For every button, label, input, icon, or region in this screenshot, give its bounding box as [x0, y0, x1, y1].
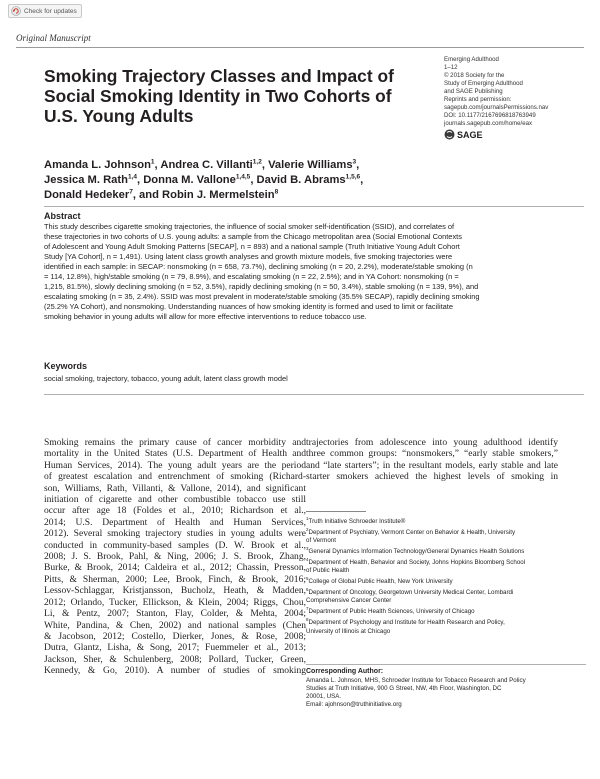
keywords-rule [44, 394, 584, 395]
aff-text: of Vermont [306, 537, 336, 545]
aff-text: Department of Psychiatry, Vermont Center on Behavior & Health, University [308, 529, 516, 537]
abstract-line: of Adolescent and Young Adult Smoking Patterns [SECAP], n = 893) and a national sample (Truth Initiative Young Adult Cohort [44, 241, 460, 251]
author-name: Amanda L. Johnson [44, 159, 151, 171]
meta-line: 1–12 [444, 64, 458, 71]
author-aff: 3 [352, 158, 357, 166]
meta-line: Emerging Adulthood [444, 56, 499, 63]
body-line: trajectories from adolescence into young adulthood identify [306, 437, 558, 448]
footnote-rule [306, 511, 366, 512]
meta-line: Reprints and permission: [444, 96, 512, 103]
author-aff: 7 [129, 188, 133, 196]
meta-line: © 2018 Society for the [444, 72, 505, 79]
sage-logo-icon [444, 129, 455, 140]
body-line: mortality in the United States (U.S. Department of Health and [44, 448, 306, 460]
body-line: Human Services, 2014). The young adult years are the period [44, 459, 306, 471]
author-name: Andrea C. Villanti [160, 159, 253, 171]
author-aff: 1 [150, 158, 155, 166]
abstract-line: smoking behavior in young adults will allow for more effective interventions to reduce tobacco use. [44, 311, 367, 321]
author-name: Donna M. Vallone [143, 174, 236, 186]
aff-num: 2 [306, 527, 309, 533]
author-aff: 1,4,5 [235, 173, 251, 181]
abstract-line: = 114, 12.8%), high/stable smoking (n = 79, 8.9%), and escalating smoking (n = 22, 2.5%); and in YA Cohort: nonsmoking (n = [44, 271, 459, 281]
author-aff: 8 [274, 188, 279, 196]
publisher-name: SAGE [457, 129, 483, 140]
body-line: initiation of cigarette and other combustible tobacco use still [44, 494, 306, 506]
author-list: Amanda L. Johnson$^1$, Andrea C. Villanti$^{1,2}$, Valerie Williams$^3$, Jessica M. Rath$^{1,4}$, Donna M. Vallone$^{1,4,5}$, David B. Abrams$^{1,5,6}$, Donald Hedeker$^7$, and Robin J. Mermelstein$^8$ [44, 158, 364, 201]
abstract-line: (25.2% YA Cohort), and nonsmoking. Understanding nuances of how smoking identity is formed and used to limit or facilitate [44, 301, 454, 311]
author-name: Valerie Williams [268, 159, 353, 171]
abstract-line: This study describes cigarette smoking trajectories, the influence of social smoker self-identification (SSID), and correlates of [44, 222, 455, 231]
section-label: Original Manuscript [16, 33, 91, 43]
abstract-line: Study [YA Cohort], n = 1,491). Using latent class growth analyses and growth mixture models, five smoking trajectories were [44, 251, 453, 261]
body-line: three common groups: “nonsmokers,” “early stable smokers,” [306, 448, 558, 460]
aff-num: 8 [306, 617, 309, 623]
keywords-text: social smoking, trajectory, tobacco, young adult, latent class growth model [44, 374, 288, 383]
aff-num: 6 [306, 587, 309, 593]
author-name: David B. Abrams [256, 174, 346, 186]
aff-num: 1 [306, 516, 309, 521]
author-name: Donald Hedeker [44, 189, 130, 201]
email-link[interactable]: Email: ajohnson@truthinitiative.org [306, 701, 402, 708]
body-line: 2008; J. S. Brook, Pahl, & Ning, 2006; J. S. Brook, Zhang, [44, 551, 306, 563]
body-line: 2014; U.S. Department of Health and Human Services, [44, 516, 306, 528]
abstract-line: these trajectories in two cohorts of U.S. young adults: a sample from the Chicago metropolitan area (Social Emotional Contexts [44, 231, 462, 241]
keywords-heading: Keywords [44, 361, 88, 371]
body-line: 2012; Orlando, Tucker, Ellickson, & Klein, 2004; Riggs, Chou, [44, 596, 306, 608]
aff-num: 7 [306, 606, 309, 612]
author-name: Robin J. Mermelstein [162, 189, 275, 201]
badge-label: Check for updates [24, 7, 77, 15]
aff-text: Comprehensive Cancer Center [306, 597, 392, 605]
author-aff: 1,5,6 [345, 173, 361, 181]
body-line: starter smokers achieved the highest levels of smoking in [306, 471, 558, 483]
aff-text: Department of Oncology, Georgetown University Medical Center, Lombardi [308, 589, 514, 597]
corresponding-heading: Corresponding Author: [306, 668, 384, 675]
body-line: 2012). Several smoking trajectory studies in young adults were [44, 528, 306, 540]
permissions-link[interactable]: sagepub.com/journalsPermissions.nav [444, 104, 549, 111]
aff-text: Department of Health, Behavior and Society, Johns Hopkins Bloomberg School [308, 559, 526, 567]
abstract-line: 1,215, 81.5%), slowly declining smoking (n = 52, 3.5%), rapidly declining smoking (n = 50, 3.4%), stable smoking (n = 139, 9%), and [44, 281, 479, 291]
body-line: Dutra, Glantz, Lisha, & Song, 2017; Fuemmeler et al., 2013; [44, 642, 306, 654]
corresponding-line: Amanda L. Johnson, MHS, Schroeder Institute for Tobacco Research and Policy [306, 677, 526, 684]
corresponding-author [306, 668, 586, 709]
body-line: and “late starters”; in the resultant models, early stable and late [306, 459, 558, 471]
abstract-heading: Abstract [44, 211, 81, 221]
abstract-rule [44, 206, 584, 207]
body-line: Pitts, & Sherman, 2000; Lee, Brook, Finch, & Brook, 2016; [44, 573, 306, 585]
journal-meta [444, 56, 594, 140]
author-aff: 1,2 [252, 158, 262, 166]
corresponding-line: Studies at Truth Initiative, 900 G Street, NW, 4th Floor, Washington, DC [306, 685, 502, 692]
aff-text: Department of Psychology and Institute for Health Research and Policy, [308, 619, 505, 627]
abstract-line: identified in each sample: in SECAP: nonsmoking (n = 658, 73.7%), declining smoking (n = 20, 2.2%), moderate/stable smoking (n [44, 261, 473, 271]
author-name: Jessica M. Rath [44, 174, 128, 186]
meta-line: and SAGE Publishing [444, 88, 503, 95]
doi-link[interactable]: DOI: 10.1177/2167696818763949 [444, 112, 536, 119]
body-line: Kennedy, & Go, 2010). A number of studies of smoking [44, 665, 306, 677]
body-line: of greatest escalation and entrenchment of smoking (Richard- [44, 471, 306, 483]
body-column-right [306, 437, 558, 483]
body-line: White, Pandina, & Chen, 2002) and national samples (Chen [44, 619, 306, 631]
aff-text: Department of Public Health Sciences, University of Chicago [308, 608, 475, 616]
aff-num: 5 [306, 576, 309, 582]
body-line: Burke, & Brook, 2014; Caldeira et al., 2012; Chassin, Presson, [44, 562, 306, 574]
journal-home-link[interactable]: journals.sagepub.com/home/eax [444, 120, 533, 127]
meta-line: Study of Emerging Adulthood [444, 80, 523, 87]
body-line: & Jacobson, 2012; Costello, Dierker, Jones, & Rose, 2008; [44, 630, 306, 642]
body-line: son, Williams, Rath, Villanti, & Vallone, 2014), and significant [44, 482, 306, 494]
abstract-body [44, 222, 584, 322]
corresponding-line: 20001, USA. [306, 693, 342, 700]
check-for-updates-button[interactable] [8, 4, 82, 18]
aff-num: 3 [306, 546, 309, 552]
body-line: Smoking remains the primary cause of cancer morbidity and [44, 437, 306, 448]
page-title: Smoking Trajectory Classes and Impact of Social Smoking Identity in Two Cohorts of U.S. Young Adults [44, 66, 394, 126]
aff-text: of Public Health [306, 567, 350, 575]
corresponding-rule [306, 664, 586, 665]
author-aff: 1,4 [127, 173, 137, 181]
aff-text: College of Global Public Health, New York University [308, 578, 453, 586]
aff-num: 4 [306, 557, 309, 563]
aff-text: General Dynamics Information Technology/General Dynamics Health Solutions [308, 548, 525, 556]
body-line: Jackson, Sher, & Schulenberg, 2008; Pollard, Tucker, Green, [44, 653, 306, 665]
body-line: conducted in community-based samples (D. W. Brook et al., [44, 539, 306, 551]
header-rule [16, 47, 584, 48]
body-column-left [44, 437, 306, 677]
aff-text: University of Illinois at Chicago [306, 627, 391, 635]
body-line: Lessov-Schlaggar, Kristjansson, Bucholz, Heath, & Madden, [44, 585, 306, 597]
refresh-icon [11, 6, 21, 16]
affiliations [306, 515, 586, 636]
publisher-logo [444, 129, 594, 140]
body-line: occur after age 18 (Foldes et al., 2010; Richardson et al., [44, 505, 306, 517]
aff-text: Truth Initiative Schroeder Institute® [308, 518, 406, 526]
abstract-line: escalating smoking (n = 35, 2.4%). SSID was most prevalent in moderate/stable smoking (35.5% SECAP), rapidly declining smoking [44, 291, 480, 301]
body-line: Li, & Pentz, 2007; Stanton, Flay, Colder, & Mehta, 2004; [44, 608, 306, 620]
